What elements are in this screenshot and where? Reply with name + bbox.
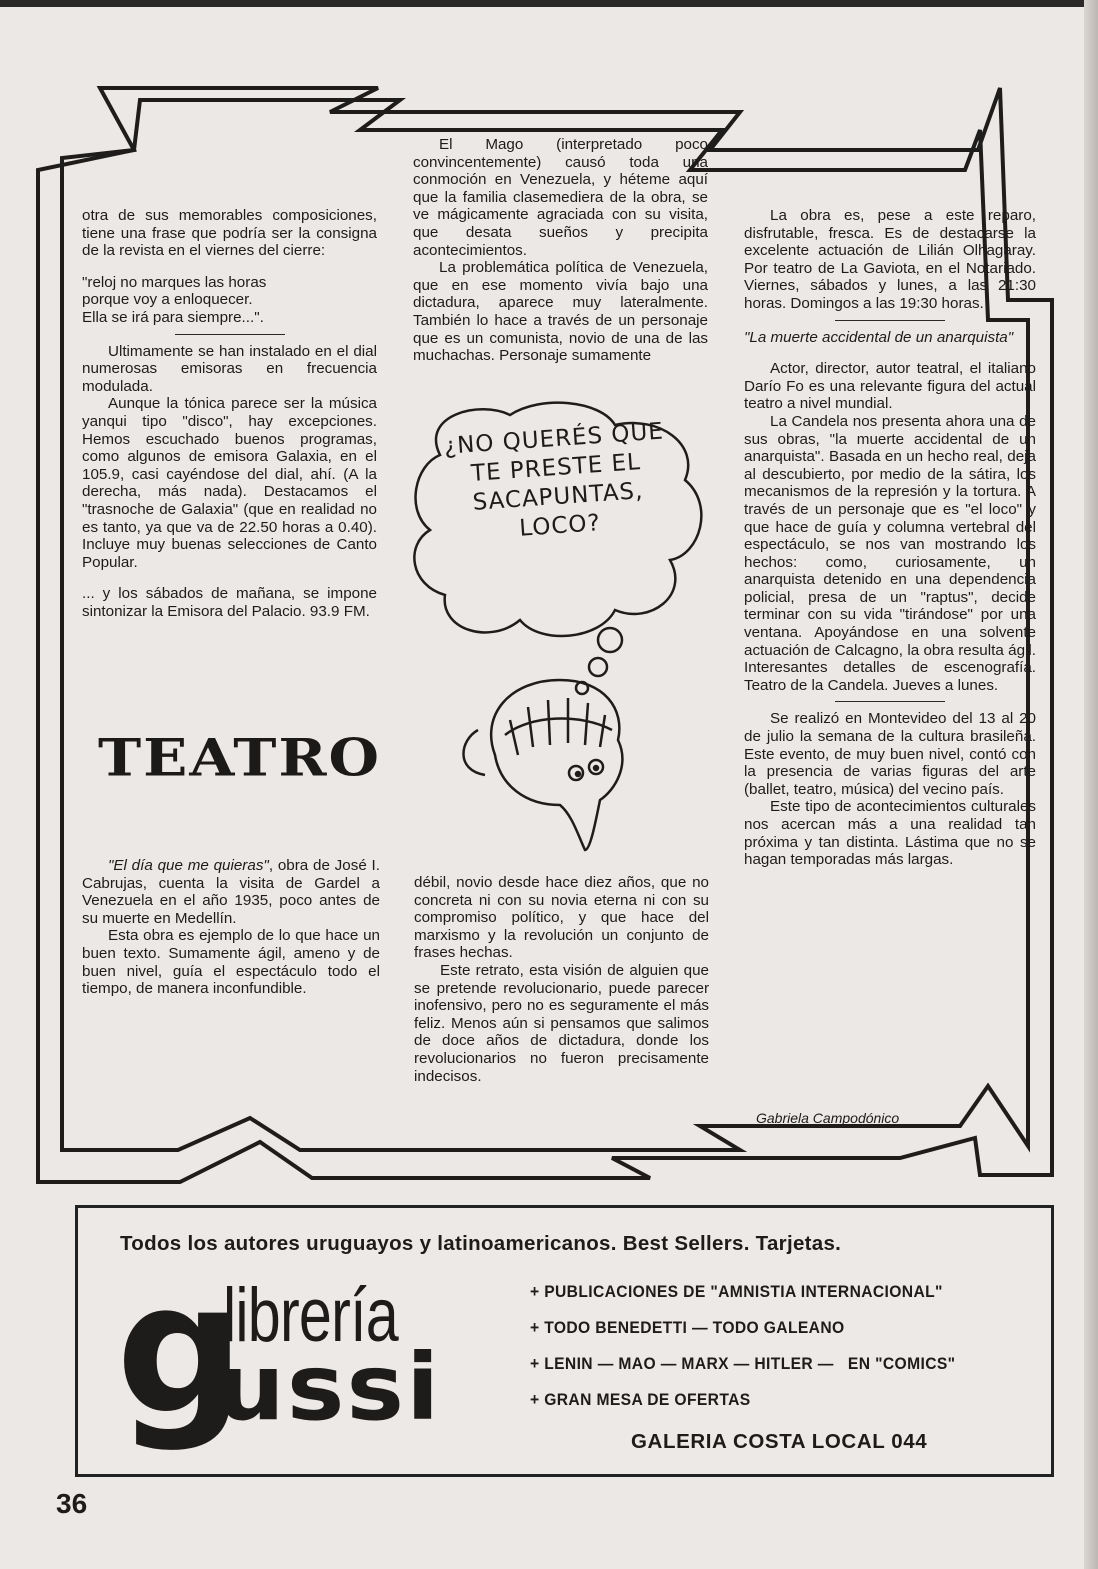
ad-headline: Todos los autores uruguayos y latinoamericanos. Best Sellers. Tarjetas.	[120, 1232, 842, 1255]
column-1	[82, 207, 377, 620]
col1-paragraph-4: ... y los sábados de mañana, se impone sintonizar la Emisora del Palacio. 93.9 FM.	[82, 585, 377, 620]
column-2-lower	[414, 874, 709, 1085]
col1-paragraph-3: Aunque la tónica parece ser la música yanqui tipo "disco", hay excepciones. Hemos escuchado buenos programas, como algunos de emisora Galaxia, en el 105.9, casi cayéndose del dial, ahí. (A la derecha, más nada). Destacamos el "trasnoche de Galaxia" (que en realidad no es tanto, ya que va de 22.50 horas a 0.40). Incluye muy buenas selecciones de Canto Popular.	[82, 395, 377, 571]
col1-paragraph-5-rest: , obra de José I. Cabrujas, cuenta la visita de Gardel a Venezuela en el año 1935, poco antes de su muerte en Medellín.	[82, 857, 380, 927]
col1-paragraph-5	[82, 857, 380, 927]
col1-quote-line-3: Ella se irá para siempre...".	[82, 308, 264, 326]
teatro-heading: TEATRO	[98, 728, 382, 788]
col2-paragraph-1: El Mago (interpretado poco convincentemente) causó toda una conmoción en Venezuela, y héteme aquí que la familia clasemediera de la obra, se ve mágicamente agraciada con su visita, que desata sueños y precipita acontecimientos.	[413, 136, 708, 259]
section-divider	[835, 320, 945, 321]
section-divider	[835, 701, 945, 702]
col2-paragraph-2: La problemática política de Venezuela, que en ese momento vivía bajo una dictadura, aparece muy lateralmente. También lo hace a través de un personaje que es un comunista, novio de una de las muchachas. Personaje sumamente	[413, 259, 708, 365]
play-title: "El día que me quieras"	[108, 857, 269, 874]
col3-paragraph-2: Actor, director, autor teatral, el italiano Darío Fo es una relevante figura del actual teatro a nivel mundial.	[744, 360, 1036, 413]
column-2	[413, 136, 708, 365]
col3-paragraph-3: La Candela nos presenta ahora una de sus obras, "la muerte accidental de un anarquista". Basada en un hecho real, deja al descubierto, por medio de la sátira, los mecanismos de la represión y la tortura. A través de un personaje que es "el loco" y que hace de guía y columna vertebral del espectáculo, se nos van mostrando los hechos: como, curiosamente, un anarquista detenido en una dependencia policial, presa de un "raptus", decide terminar con su vida "tirándose" por una ventana. Apoyándose en una solvente actuación de Calcagno, la obra resulta ágil. Interesantes detalles de escenografía. Teatro de la Candela. Jueves a lunes.	[744, 412, 1036, 694]
col1-paragraph-1: otra de sus memorables composiciones, tiene una frase que podría ser la consigna de la revista en el viernes del cierre:	[82, 207, 377, 260]
ad-offer-item: + GRAN MESA DE OFERTAS	[530, 1390, 751, 1409]
col3-heading: "La muerte accidental de un anarquista"	[744, 328, 1014, 346]
section-divider	[175, 334, 285, 335]
col1-paragraph-6: Esta obra es ejemplo de lo que hace un buen texto. Sumamente ágil, ameno y de buen nivel, guía el espectáculo todo el tiempo, de manera inconfundible.	[82, 927, 380, 998]
col1-quote-line-1: "reloj no marques las horas	[82, 273, 267, 291]
column-3	[744, 207, 1036, 869]
logo-letter-g: g	[116, 1245, 245, 1454]
col1-quote-line-2: porque voy a enloquecer.	[82, 291, 253, 309]
col2-paragraph-4: Este retrato, esta visión de alguien que se pretende revolucionario, puede parecer inofensivo, pero no es seguramente el más feliz. Menos aún si pensamos que salimos de doce años de dictadura, donde los revolucionarios no fueron precisamente indecisos.	[414, 961, 709, 1085]
col3-paragraph-5: Este tipo de acontecimientos culturales nos acercan más a una realidad tan próxima y tan distinta. Lástima que no se hagan temporadas más largas.	[744, 798, 1036, 869]
col1-paragraph-2: Ultimamente se han instalado en el dial numerosas emisoras en frecuencia modulada.	[82, 342, 377, 395]
column-1-teatro	[82, 857, 380, 998]
author-signature: Gabriela Campodónico	[756, 1110, 900, 1126]
bookstore-ad	[75, 1205, 1054, 1477]
thought-bubble-text: ¿NO QUERÉS QUE TE PRESTE EL SACAPUNTAS, LOCO?	[443, 418, 665, 542]
ad-offer-list	[530, 1274, 955, 1418]
col3-paragraph-1: La obra es, pese a este reparo, disfrutable, fresca. Es de destacarse la excelente actuación de Lilián Olhagaray. Por teatro de La Gaviota, en el Notariado. Viernes, sábados y lunes, a las 21:30 horas. Domingos a las 19:30 horas.	[744, 207, 1036, 312]
col3-paragraph-4: Se realizó en Montevideo del 13 al 20 de julio la semana de la cultura brasileña. Este evento, de muy buen nivel, contó con la presencia de varias figuras del arte (ballet, teatro, música) del vecino país.	[744, 710, 1036, 798]
ad-address: GALERIA COSTA LOCAL 044	[631, 1430, 928, 1453]
page-edge	[1084, 0, 1098, 1569]
ad-offer-item: + TODO BENEDETTI — TODO GALEANO	[530, 1318, 845, 1337]
ad-offer-item: + PUBLICACIONES DE "AMNISTIA INTERNACIONAL"	[530, 1282, 943, 1301]
logo-ussi: ussi	[216, 1334, 442, 1441]
ad-offer-item: + LENIN — MAO — MARX — HITLER — EN "COMICS"	[530, 1354, 956, 1373]
logo-libreria: librería	[223, 1273, 398, 1358]
page-number: 36	[56, 1488, 88, 1519]
col2-paragraph-3: débil, novio desde hace diez años, que no concreta ni con su novia eterna ni con su compromiso político, y que hace del marxismo y la revolución un conjunto de frases hechas.	[414, 874, 709, 962]
